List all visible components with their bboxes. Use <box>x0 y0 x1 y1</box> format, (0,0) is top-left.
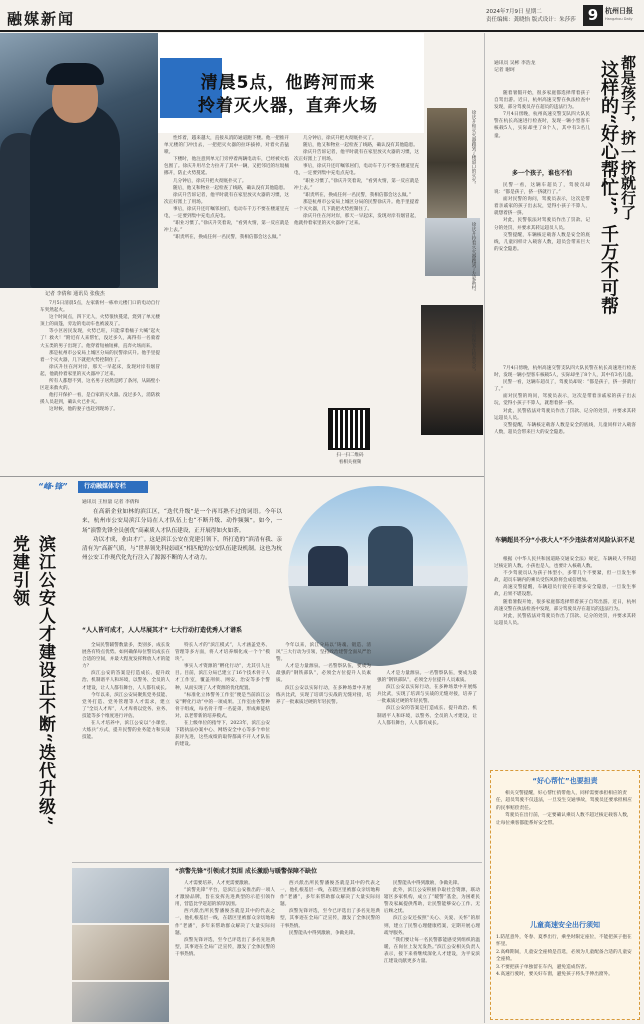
training-photo <box>72 925 169 980</box>
tips-box-body <box>496 790 634 900</box>
story1-para: 那是杭州市公安局上城区分局的民警徐庆升。他手里提着一个灭火器，几下就把火势控制住了。 <box>40 350 160 363</box>
tips-subhead-1: “好心帮忙”也要担责 <box>532 777 598 785</box>
story1-para: 事后，徐庆升还叮嘱邻居们，电动车千万不要在楼道里充电，一定要到集中充电点充电。 <box>294 164 419 177</box>
right-para: 交警提醒，车辆核定载客人数是安全的底线，儿童同样计入载客人数，超员会带来巨大的安全隐患。 <box>494 232 590 252</box>
right-para: 随着暑假开始，很多家庭都选择带着孩子自驾出游。近日，杭州高速交警在执法检查中发现，部分驾驶员存在超员的违法行为。 <box>494 599 636 612</box>
right-para: 民警一看，这辆车超员了，驾驶员却说：“都是孩子，挤一挤就行了。” <box>494 183 590 196</box>
story1-para: 7月5日清晨5点，左家新村一栋单元楼门口的电动自行车突然起火。 <box>40 301 160 314</box>
tips-list <box>496 934 634 1018</box>
right-para: 对此，民警依法对驾驶员作出了罚款、记分的处罚，并要求其转运超员人员。 <box>494 613 636 626</box>
story2-para: “我们要让每一名民警都能感受到组织的温暖，在岗位上发光发热。”滨江公安相关负责人表示，接下来将继续深化人才建设，为平安滨江建设贡献更多力量。 <box>384 937 480 965</box>
story1-para: 这个时间点，四下无人，火势很快蔓延，烧到了单元楼顶上的雨篷，旁边的电动车也被波及了。 <box>40 315 160 328</box>
story2-para: 民警能从中得到激励，争做先锋。 <box>289 930 358 936</box>
right-para: 交警提醒，车辆核定载客人数是安全的底线，儿童同样计入载客人数，超员会带来巨大的安全隐患。 <box>494 422 636 435</box>
story2-para: 滨江公安的答案是打造成长、提升政治、机制谱平人和环境，以警务、全员的人才建设，让人人都有舞台，人人都有成长。 <box>377 706 477 726</box>
story1-para: “职责所在，换成任何一名民警，我相信都会这么做。” <box>173 235 282 241</box>
story1-para: 这时候，他的妻子也赶到现场了。 <box>49 407 118 413</box>
story1-para: 随后，他又和物业一起检查了线路，确认没有其他隐患。 <box>173 185 288 191</box>
tips-subhead-2: 儿童高速安全出行须知 <box>530 921 600 929</box>
story1-para: 徐庆升告诉记者，他平时就有在家里放灭火器的习惯，这次正好派上了用场。 <box>294 150 419 163</box>
right-para: 7月4日傍晚，杭州高速交警支队四大队民警在杭长高速进行检查时，发现一辆小型客车核载5人，实际却坐了8个人，其中有3名儿童。 <box>494 366 636 379</box>
story2-lead-para: 功以才成，业由才广。这是滨江公安在党建引领下，所打造的“滨清有我、亲清有为”高新气质，与“世界领先科技园区”相匹配的公安队伍建设机制。这也为杭州公安工作现代化先行注入了源源不断的人才动力。 <box>82 536 282 562</box>
story2-para: 今年以来，滨江公安局聚焦党务技能、党务打造、党务管理等人才需求，建立了“全员人才库”，人才库将以党务、业务、技能等多个维度进行评估。 <box>82 692 170 719</box>
story2-para: 西兴派出所民警潘俊杰就是其中的代表之一，他扎根基层一线，在辖区里被群众亲切地称作“老潘”，多年来帮助群众解决了大量实际问题。 <box>175 909 275 936</box>
right-para: 随着暑假开始，很多家庭都选择带着孩子自驾出游。近日，杭州高速交警在执法检查中发现，部分驾驶员存在超员的违法行为。 <box>494 91 590 111</box>
story2-lead <box>82 508 282 620</box>
story1-para: “职业习惯了。”徐庆升笑着说，“看到火情，第一反应就是冲上去。” <box>164 221 289 234</box>
story2-vertical-title-2: 滨江公安人才建设正不断“迭代升级” <box>35 535 55 827</box>
story1-para: 几分钟后，徐庆升把火彻底扑灭了。 <box>303 136 377 141</box>
team-photo <box>72 982 169 1022</box>
subsection-divider <box>72 862 482 863</box>
story1-para: 徐庆升住在河对岸，那天一早起床，发现对岸有烟冒起，他就拎着家里的灭火器冲了过来。 <box>294 214 419 227</box>
story2-para: 滨江公安以实际行动，在多种场景中开展练兵比武，实现了培训与实战的无缝对接，培养了一批素质过硬的年轻民警。 <box>276 685 371 705</box>
story2-para: 滨江公安还按照“关心、关爱、关怀”的原则，建立了民警心理健康档案，定期开展心理疏导服务。 <box>384 916 480 936</box>
story1-para: 下楼时，他注意到单元门旁停着两辆电动车，已经被火焰包围了。徐庆升用尽全力拉开了其中一辆，又把邻近的垃圾桶挪开，防止火势蔓延。 <box>164 157 289 177</box>
story1-para: 随后，他又和物业一起检查了线路，确认没有其他隐患。 <box>303 143 418 149</box>
story2-col-c <box>276 642 371 862</box>
story1-col1 <box>40 300 160 475</box>
right-para: 根据《中华人民共和国道路交通安全法》规定，车辆载人不得超过核定的人数。小孩也是人，也要计入核载人数。 <box>494 557 636 570</box>
story2-col-f <box>280 880 380 1022</box>
story2-para: 在上级单位的指导下，2023年，滨江公安下辖执法办案中心、网络安全中心等多个单位获评先进，这些成绩的取得都离不开人才队伍的建设。 <box>175 721 270 748</box>
tip-item: 1.防范意外，冬春、夏季出行，乘坐时限定座位，不能把孩子抱在怀里。 <box>496 935 632 948</box>
story1-col3 <box>294 135 419 405</box>
photo-caption-3: 徐庆升和保安在检查火灾。 <box>471 320 476 374</box>
paper-subtitle: Hangzhou Daily <box>605 17 633 21</box>
story2-para: 在人才培养中，滨江公安以“小课堂、大练兵”方式，提升民警的业务能力和实战技能。 <box>82 721 170 741</box>
editors-line: 责任编辑：龚晓怡 版式设计：朱莎莎 <box>486 17 576 23</box>
story2-para: 滨警先锋评选，至今已评选出了多名先进典型，其事迹在全局广泛宣传，激发了全体民警的干事热情。 <box>280 909 380 929</box>
story2-para: “滨警先锋”平台，是滨江公安推出的一项人才激励品牌，旨在发挥先进典型的示范引领作用，营造比学赶超的浓厚氛围。 <box>175 888 275 908</box>
page-number: 9 <box>583 5 603 26</box>
right-para: 高速交警提醒，车辆超员行驶存在诸多安全隐患，一旦发生事故，后果不堪设想。 <box>494 585 636 598</box>
story1-para: 他打开保护一看，是自家的灭火器。没过多久，消防救援人员赶到，确认火已扑灭。 <box>40 393 160 406</box>
right-title-2: 这样的“好心帮忙”，千万不可帮 <box>598 60 619 315</box>
story2-para: 人才是力量源泉。一名警察队伍，要成为最强的“钢铁部队”，必须全方位提升人员素质。 <box>276 664 371 684</box>
qr-caption-line1: 扫一扫二维码 <box>336 453 364 458</box>
firefighter-photo <box>0 33 158 288</box>
story1-para: 等小区居民发现，火势已旺，只能拿着桶子大喊“起火了！救火！”附近有人来帮忙，没过多久，离得有一名骑着大五类的男子出现了。他穿着短袖短裤，直奔火场而来。 <box>40 329 160 349</box>
right-para: 面对民警的询问，驾驶员表示，这次是带着亲戚家的孩子出去玩，觉得小孩子不算人，就想着挤一挤。 <box>494 197 590 217</box>
story2-para: 滨江公安的答案是打造成长、提升政治、机制谱平人和环境，以警务、全员的人才建设，让人人都有舞台，人人都有成长。 <box>82 671 170 691</box>
story2-para: 特长人才的“滨江模式”，人才涵盖党务、管理等多方面，将人才培养细化成一个个“模块”。 <box>175 643 270 663</box>
photo-caption-2: 徐庆升拎着灭火器跑到了左家新村。 <box>471 222 476 294</box>
story2-col-e <box>175 880 275 1022</box>
qr-code[interactable] <box>328 408 370 450</box>
right-para: 7月4日傍晚，杭州高速交警支队四大队民警在杭长高速进行检查时，发现一辆小型客车核载5人，实际却坐了8个人，其中有3名儿童。 <box>494 112 590 139</box>
story1-para: 事后，徐庆升还叮嘱邻居们，电动车千万不要在楼道里充电，一定要到集中充电点充电。 <box>164 206 289 220</box>
officer-silhouette <box>30 103 120 288</box>
story1-col2 <box>164 135 289 475</box>
story2-subhead-1: “人人皆可成才，人人尽展其才” 七大行动打造优秀人才谱系 <box>82 627 242 634</box>
story1-para: 徐庆升住在河对岸，那天一早起床，发现对岸有烟冒起，他就拎着家里的灭火器冲了过来。 <box>40 364 160 377</box>
right-subhead-2: 车辆超员不分“小孩大人”不少违法者对风险认识不足 <box>495 537 635 544</box>
story2-para: 此外，滨江公安积极争取社会资源，联动辖区多家机构，成立了“暖警”基金，为困难民警及家属提供帮助，让民警能够安心工作、无后顾之忧。 <box>384 888 480 915</box>
section-divider <box>0 476 484 477</box>
qr-caption <box>320 452 380 466</box>
column-divider <box>484 33 485 1023</box>
right-byline <box>494 60 535 74</box>
story2-col-d <box>377 670 477 860</box>
photo-caption-1: 徐庆升和灭火器跑到了楼道口的灭火。 <box>471 110 476 187</box>
story2-vertical-title-1: 党建引领 <box>9 535 29 607</box>
right-title-1: 都是孩子，挤一挤就行了 <box>619 55 637 220</box>
tip-item: 4.高速行驶时，要关好车窗，避免孩子将头手伸出窗外。 <box>496 972 613 978</box>
story2-col-b <box>175 642 270 862</box>
right-para: 不少驾驶员认为孩子体型小，多带几个不要紧，但一旦发生事故，超员车辆内的乘员受伤风险将会成倍增加。 <box>494 571 636 584</box>
right-col-body2 <box>494 365 636 535</box>
story2-para: 事实人才资源的“孵化行动”，尤其引人注目。目前，滨江分局已建立了16个技术骨干人才工作室，覆盖刑侦、网安、治安等多个警种，从而实现了人才资源的优化配置。 <box>175 664 270 691</box>
story1-para: 所有人都想不到，这名男子居然是跨了条河，从隔壁小区赶来救火的。 <box>40 379 160 392</box>
officer-cap <box>46 63 104 85</box>
story2-para: 今年以来，滨江分局以“铸魂、锻造、清风”三大行动为引领，坚持政治建警全面从严治警。 <box>276 643 371 663</box>
story1-headline-line1: 清晨5点，他跨河而来 <box>200 73 376 93</box>
story2-para: 滨江公安以实际行动，在多种场景中开展练兵比武，实现了培训与实战的无缝对接，培养了一批素质过硬的年轻民警。 <box>377 685 477 705</box>
story1-headline-line2: 拎着灭火器，直奔火场 <box>198 96 378 116</box>
section-title: 融媒新闻 <box>7 10 76 28</box>
right-subhead-1: 多一个孩子，谁也不怕 <box>511 170 572 177</box>
story2-col-g <box>384 880 480 1022</box>
date-line: 2024年7月9日 星期二 <box>486 9 542 15</box>
police-circle-photo <box>288 486 468 666</box>
right-col-body1 <box>494 182 590 362</box>
story2-byline: 通讯员 王恒量 记者 李倩和 <box>82 500 140 505</box>
stairwell-photo <box>427 108 467 218</box>
story1-para: “职责所在，换成任何一名民警，我相信都会这么做。” <box>303 192 412 198</box>
story2-subhead-2: “滨警先锋”引领成才氛围 成长激励与暖警保障不缺位 <box>175 868 317 875</box>
story2-para: 人才是力量源泉。一名警察队伍，要成为最强的“钢铁部队”，必须全方位提升人员素质。 <box>377 671 477 684</box>
date-editor-line <box>486 8 584 24</box>
column-tag: “峰·锋” <box>38 482 68 491</box>
paper-name: 杭州日报 <box>605 7 633 15</box>
qr-caption-line2: 看相关视频 <box>338 460 362 465</box>
right-para: 面对民警的询问，驾驶员表示，这次是带着亲戚家的孩子出去玩，觉得小孩子不算人，就想着挤一挤。 <box>494 394 636 407</box>
story2-lead-para: 在高新企业如林的滨江区，“迭代升级”是一个再耳熟不过的词语。今年以来，杭州市公安局滨江分局在人才队伍上也“不断升级、动作频频”。如今，一场“演警先锋全员创优”高素质人才队伍建设，正开展得如火如荼。 <box>82 509 282 534</box>
header-rule <box>0 30 644 32</box>
story1-para: “职业习惯了。”徐庆升笑着说，“看到火情，第一反应就是冲上去。” <box>294 178 419 191</box>
right-col-intro <box>494 90 590 160</box>
right-para: 民警一看，这辆车超员了，驾驶员却说：“都是孩子，挤一挤就行了。” <box>494 380 636 393</box>
tips-para: 相关交警提醒，好心帮忙捎带他人，同样需要承担相应的责任，超员驾驶不仅违法，一旦发生交通事故，驾驶员还要承担相应的民事赔偿责任。 <box>496 791 632 811</box>
right-col-body3 <box>494 556 636 756</box>
right-para: 对此，民警依法对驾驶员作出了罚款、记分的处罚，并要求其转运超员人员。 <box>494 408 636 421</box>
story1-para: 几分钟后，徐庆升把火彻底扑灭了。 <box>173 178 247 184</box>
right-byline-1: 通讯员 吴彬 李浩龙 <box>494 61 536 66</box>
story2-para: 民警能从中得到激励，争做先锋。 <box>393 881 462 886</box>
right-para: 对此，民警依法对驾驶员作出了罚款、记分的处罚，并要求其转运超员人员。 <box>494 218 590 231</box>
tips-para: 驾驶员在出行前，一定要确认乘员人数不超过核定载客人数，让每位乘客都能系好安全带。 <box>496 813 632 826</box>
story1-para: 性炸着，越来越大，直接从消防通道跑下楼。他一把推开单元楼的门冲出去，一把把灭火器的拉环拔掉，对着火苗猛喷。 <box>164 136 289 156</box>
tip-item: 3.不要把孩子单独留在车内，避免造成伤害。 <box>496 964 590 970</box>
story2-para: “标准化立体警务工作室”便是当前滨江公安“孵化行动”中的一项成果。工作室由各警种骨干组成，每名骨干带一名徒弟，形成师徒结对、以老带新的培养模式。 <box>175 692 270 719</box>
meeting-photo <box>72 868 169 923</box>
story2-col-a <box>82 642 170 862</box>
story2-para: 滨警先锋评选，至今已评选出了多名先进典型，其事迹在全局广泛宣传，激发了全体民警的干事热情。 <box>175 937 275 957</box>
story1-byline: 记者 李倩和 通讯员 张俊杰 <box>45 291 105 297</box>
story1-headline <box>152 72 424 118</box>
story1-para: 徐庆升告诉记者，他平时就有在家里放灭火器的习惯，这次正好派上了用场。 <box>164 192 289 205</box>
story1-para: 那是杭州市公安局上城区分局的民警徐庆升。他手里提着一个灭火器，几下就把火势控制住了。 <box>294 199 419 212</box>
column-tag-label: 行动融媒体专栏 <box>78 481 148 493</box>
tip-item: 2.高峰期间，儿童安全座椅是首选，必须为儿童配备合适的儿童安全座椅。 <box>496 949 632 963</box>
right-byline-2: 记者 谢珂 <box>494 68 515 73</box>
story2-para: 西兴派出所民警潘俊杰就是其中的代表之一，他扎根基层一线，在辖区里被群众亲切地称作“老潘”，多年来帮助群众解决了大量实际问题。 <box>280 881 380 908</box>
story2-para: 人才需要培养，人才更需要激励。 <box>184 881 253 886</box>
story2-para: 全局民警辅警数量多，类别多，成长发展各有特点优势。如何确保每位警员成长在合适的空间，并最大程度发挥释放人才的能力？ <box>82 643 170 670</box>
